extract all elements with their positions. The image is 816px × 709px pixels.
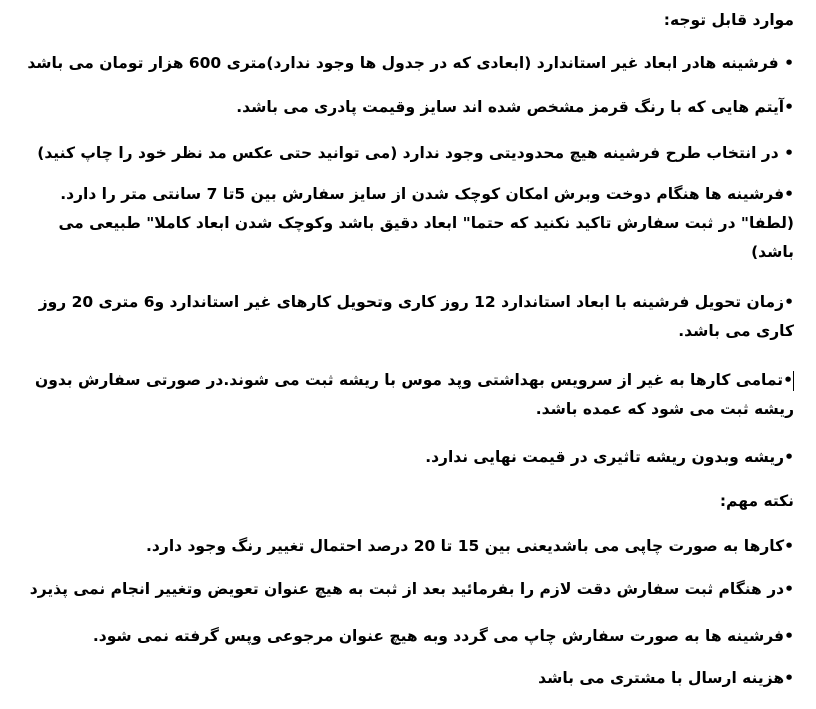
note-red-items: •آیتم هایی که با رنگ قرمز مشخص شده اند سایز وقیمت پادری می باشد.: [236, 98, 794, 116]
note-fringe-registration-text: •تمامی کارها به غیر از سرویس بهداشتی وپد موس با ریشه ثبت می شوند.در صورتی سفارش بدون ریشه ثبت می شود که عمده باشد.: [34, 371, 794, 418]
note-fringe-registration: [18, 366, 794, 424]
heading-important: نکته مهم:: [719, 492, 794, 510]
heading-notes: موارد قابل توجه:: [663, 11, 794, 29]
note-fringe-price: •ریشه وبدون ریشه تاثیری در قیمت نهایی ندارد.: [425, 448, 794, 466]
important-order-accuracy: •در هنگام ثبت سفارش دقت لازم را بفرمائید بعد از ثبت به هیچ عنوان تعویض وتغییر انجام نمی پذیرد: [29, 580, 794, 598]
important-shipping-cost: •هزینه ارسال با مشتری می باشد: [538, 669, 794, 687]
note-size-shrinkage: •فرشینه ها هنگام دوخت وبرش امکان کوچک شدن از سایز سفارش بین 5تا 7 سانتی متر را دارد.(لطفا" در ثبت سفارش تاکید نکنید که حتما" ابعاد دقیق باشد وکوچک شدن ابعاد کاملا" طبیعی می باشد): [58, 185, 794, 261]
important-no-returns: •فرشینه ها به صورت سفارش چاپ می گردد وبه هیچ عنوان مرجوعی وپس گرفته نمی شود.: [92, 627, 794, 645]
note-design-freedom: • در انتخاب طرح فرشینه هیچ محدودیتی وجود ندارد (می توانید حتی عکس مد نظر خود را چاپ کنید): [37, 144, 794, 162]
important-color-variation: •کارها به صورت چاپی می باشدیعنی بین 15 تا 20 درصد احتمال تغییر رنگ وجود دارد.: [146, 537, 794, 555]
note-delivery-time: •زمان تحویل فرشینه با ابعاد استاندارد 12 روز کاری وتحویل کارهای غیر استاندارد و6 متری 20 روز کاری می باشد.: [38, 293, 794, 340]
note-custom-size-price: • فرشینه هادر ابعاد غیر استاندارد (ابعادی که در جدول ها وجود ندارد)متری 600 هزار تومان می باشد: [27, 54, 794, 72]
text-cursor: [793, 371, 794, 391]
